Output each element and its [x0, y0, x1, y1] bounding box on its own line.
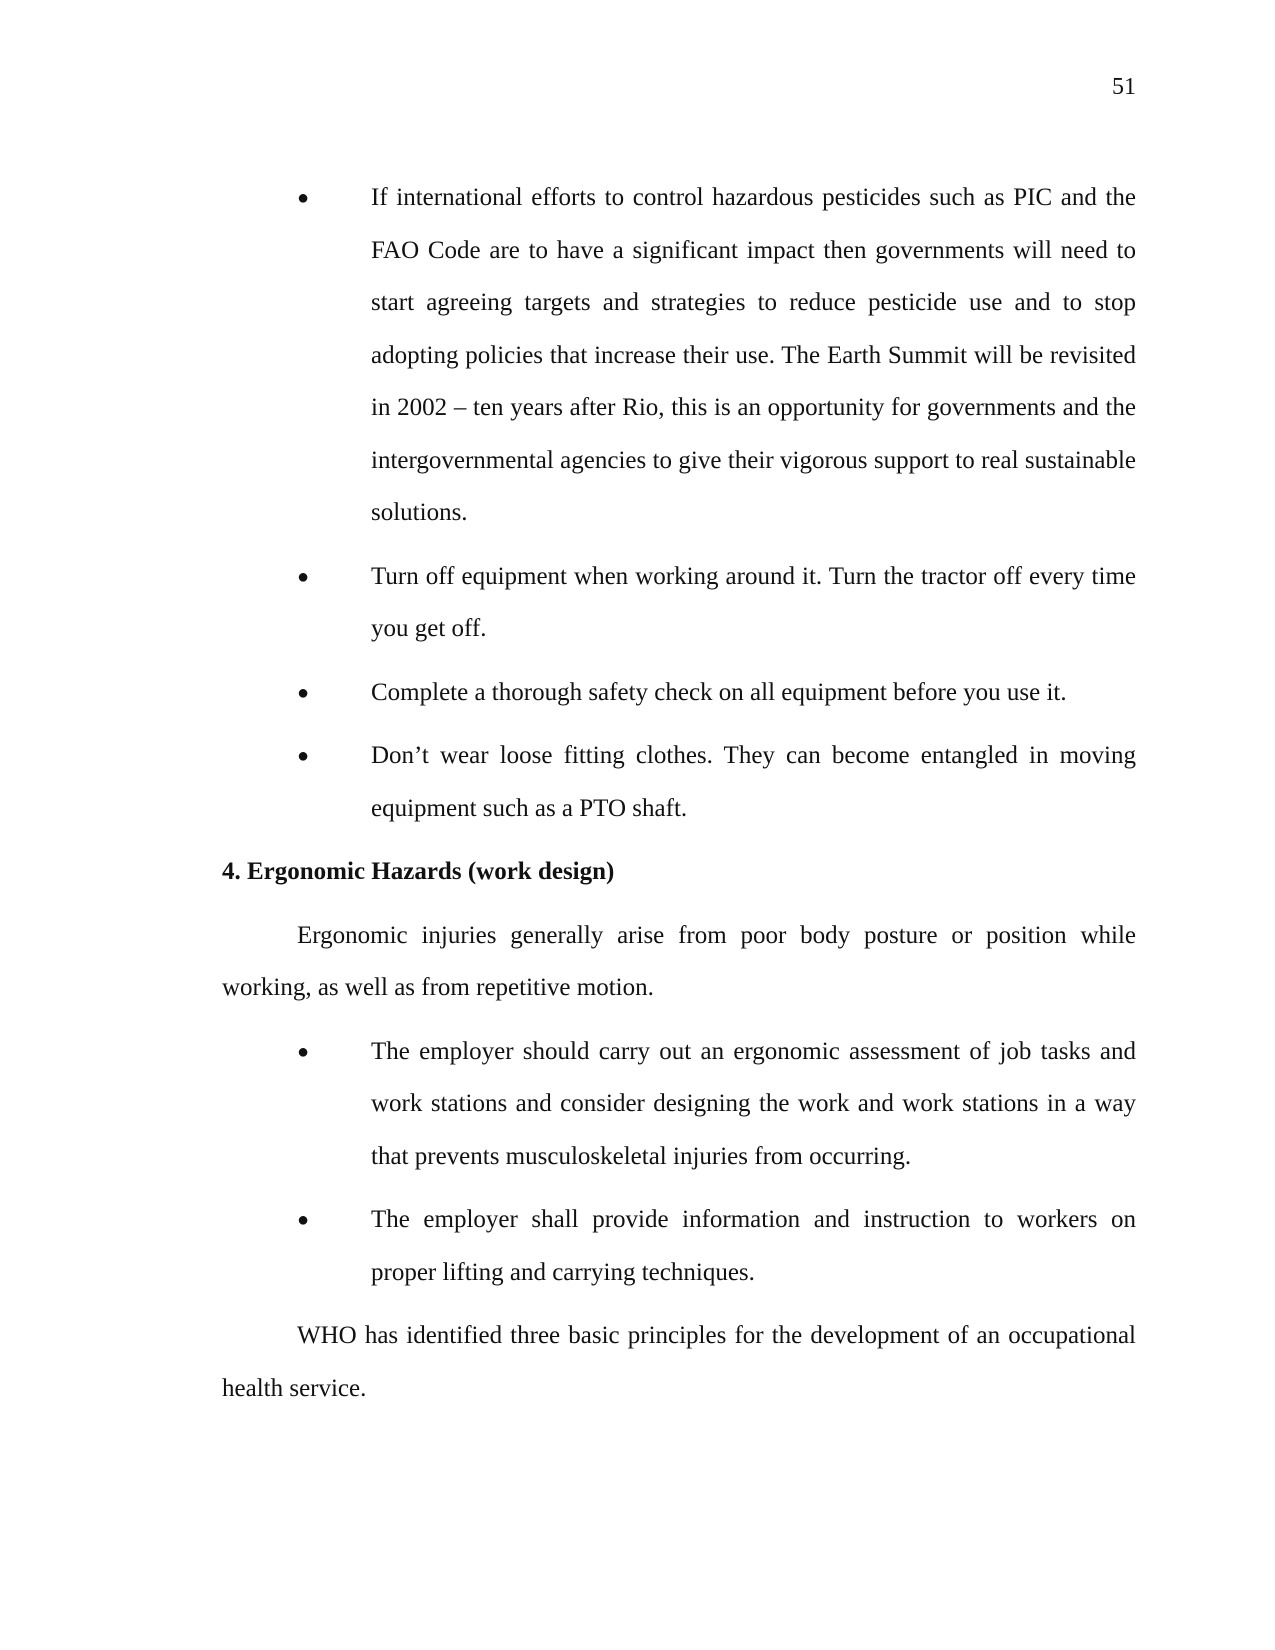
- paragraph-who-principles: WHO has identified three basic principles for the development of an occupational health service.: [222, 1322, 1136, 1402]
- bullet-icon: ●: [297, 1040, 310, 1063]
- list-item-text: Complete a thorough safety check on all equipment before you use it.: [371, 678, 1067, 706]
- list-item-text: The employer shall provide information and instruction to workers on proper lifting and carrying techniques.: [371, 1206, 1136, 1286]
- bullet-icon: ●: [297, 187, 310, 209]
- bullet-icon: ●: [297, 681, 310, 704]
- bullet-icon: ●: [297, 1209, 310, 1231]
- bullet-icon: ●: [297, 745, 310, 767]
- bullet-list-employer-duties: [222, 1026, 1136, 1300]
- paragraph-ergonomic-injuries: Ergonomic injuries generally arise from poor body posture or position while working, as well as from repetitive motion.: [222, 921, 1136, 1001]
- list-item: [222, 172, 1136, 540]
- list-item-text: Don’t wear loose fitting clothes. They can become entangled in moving equipment such as a PTO shaft.: [371, 742, 1136, 822]
- list-item: [222, 1026, 1136, 1184]
- list-item: [222, 730, 1136, 835]
- list-item: [222, 551, 1136, 656]
- list-item-text: The employer should carry out an ergonomic assessment of job tasks and work stations and consider designing the work and work stations in a way that prevents musculoskeletal injuries from occurring.: [371, 1037, 1136, 1170]
- list-item: [222, 1194, 1136, 1299]
- list-item-text: If international efforts to control hazardous pesticides such as PIC and the FAO Code are to have a significant impact then governments will need to start agreeing targets and strategies to reduce pesticide use and to stop adopting policies that increase their use. The Earth Summit will be revisited in 2002 – ten years after Rio, this is an opportunity for governments and the intergovernmental agencies to give their vigorous support to real sustainable solutions.: [371, 184, 1136, 526]
- bullet-icon: ●: [297, 565, 310, 588]
- list-item-text: Turn off equipment when working around it. Turn the tractor off every time you get off.: [371, 562, 1136, 642]
- bullet-list-pesticides-safety: [222, 172, 1136, 835]
- section-heading: 4. Ergonomic Hazards (work design): [222, 858, 615, 885]
- page-number: 51: [1112, 74, 1136, 100]
- list-item: [222, 667, 1136, 720]
- document-body: [222, 172, 1136, 1426]
